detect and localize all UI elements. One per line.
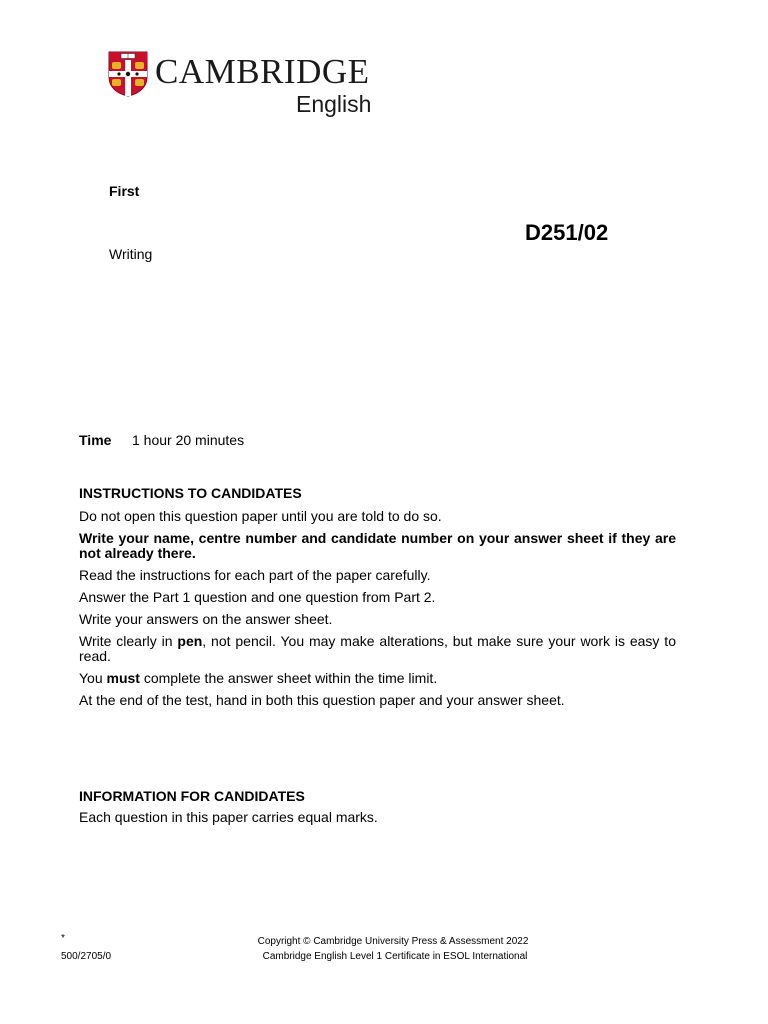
instructions-heading: INSTRUCTIONS TO CANDIDATES (79, 485, 302, 501)
instruction-text: You (79, 670, 107, 686)
paper-name: Writing (109, 246, 153, 262)
time-value: 1 hour 20 minutes (132, 432, 245, 448)
cambridge-english-logo (108, 50, 398, 125)
paper-code: D251/02 (525, 220, 609, 245)
instruction-emphasis: pen (177, 633, 203, 649)
information-text: Each question in this paper carries equal marks. (79, 809, 378, 825)
instruction-item: Write your name, centre number and candidate number on your answer sheet if they are not already there. (79, 530, 676, 561)
instruction-item: Write your answers on the answer sheet. (79, 611, 333, 627)
cambridge-shield-icon (108, 51, 148, 97)
instruction-text: Write clearly in (79, 633, 178, 649)
instruction-text: , not pencil. You may make alterations, but make sure your work is easy to read. (79, 633, 676, 664)
footer-certificate: Cambridge English Level 1 Certificate in ESOL International (262, 951, 528, 962)
instruction-item: At the end of the test, hand in both this question paper and your answer sheet. (79, 692, 565, 708)
instruction-emphasis: must (106, 670, 140, 686)
instruction-text: complete the answer sheet within the time limit. (139, 670, 438, 686)
information-heading: INFORMATION FOR CANDIDATES (79, 788, 305, 804)
instructions-section (79, 486, 676, 715)
time-label: Time (79, 432, 112, 448)
instruction-item (79, 671, 676, 686)
instruction-item: Read the instructions for each part of the paper carefully. (79, 567, 431, 583)
logo-wordmark: CAMBRIDGE (155, 52, 370, 91)
information-section (79, 789, 676, 832)
time-row (79, 432, 245, 448)
instruction-item: Do not open this question paper until you are told to do so. (79, 508, 442, 524)
footer-copyright: Copyright © Cambridge University Press & Assessment 2022 (257, 936, 529, 947)
exam-level: First (109, 183, 140, 199)
logo-subtitle: English (296, 91, 372, 117)
instruction-item (79, 634, 676, 664)
footer-mark: * (61, 933, 65, 944)
footer-code: 500/2705/0 (61, 951, 112, 962)
instruction-item: Answer the Part 1 question and one question from Part 2. (79, 589, 436, 605)
